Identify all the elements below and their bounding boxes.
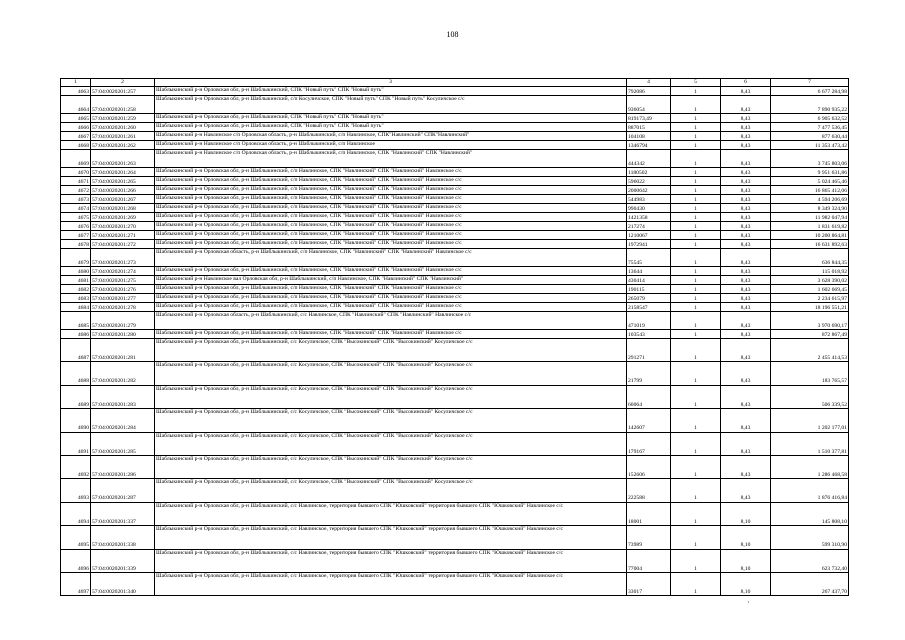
location-description: Шаблыкинский р-н Орловская обл, р-н Шаблыкинский, с/с Навлинское, территория бывшего СПК "Юшковский" территория бывшего СПК "Юшковский" Навлинское с/с bbox=[155, 572, 627, 595]
row-number: 4668 bbox=[61, 141, 91, 150]
area-value: 444342 bbox=[627, 150, 671, 168]
location-description: Шаблыкинский р-н Орловская обл, р-н Шаблыкинский, с/с Косуличское, СПК "Высокинский" СПК "Высокинский" Косуличское с/с bbox=[155, 362, 627, 385]
quantity-value: 1 bbox=[671, 294, 721, 303]
area-value: 596022 bbox=[627, 177, 671, 186]
amount-value: 9 951 631,86 bbox=[771, 168, 849, 177]
row-number: 4678 bbox=[61, 240, 91, 249]
location-description: Шаблыкинский р-н Орловская обл, р-н Шаблыкинский, с/п Навлинское, СПК "Навлинский" СПК "Навлинский" Навлинское с/с bbox=[155, 186, 627, 195]
row-number: 4663 bbox=[61, 87, 91, 96]
quantity-value: 1 bbox=[671, 572, 721, 595]
rate-value: 8,10 bbox=[721, 549, 771, 572]
cadastral-number: 57:04:0020201:275 bbox=[91, 276, 155, 285]
table-row bbox=[61, 177, 849, 186]
row-number: 4677 bbox=[61, 231, 91, 240]
area-value: 104108 bbox=[627, 132, 671, 141]
cadastral-number: 57:04:0020201:272 bbox=[91, 240, 155, 249]
amount-value: 599 310,90 bbox=[771, 526, 849, 549]
row-number: 4679 bbox=[61, 249, 91, 267]
area-value: 2158547 bbox=[627, 303, 671, 312]
table-row bbox=[61, 294, 849, 303]
cadastral-number: 57:04:0020201:279 bbox=[91, 312, 155, 330]
amount-value: 7 890 935,22 bbox=[771, 96, 849, 114]
quantity-value: 1 bbox=[671, 177, 721, 186]
cadastral-number: 57:04:0020201:268 bbox=[91, 204, 155, 213]
row-number: 4695 bbox=[61, 526, 91, 549]
amount-value: 115 018,92 bbox=[771, 267, 849, 276]
amount-value: 4 594 206,69 bbox=[771, 195, 849, 204]
area-value: 1421358 bbox=[627, 213, 671, 222]
rate-value: 8,43 bbox=[721, 432, 771, 455]
location-description: Шаблыкинский р-н Орловская обл, р-н Шаблыкинский, с/с Косуличское, СПК "Высокинский" СПК "Высокинский" Косуличское с/с bbox=[155, 409, 627, 432]
area-value: 990430 bbox=[627, 204, 671, 213]
area-value: 73989 bbox=[627, 526, 671, 549]
area-value: 217274 bbox=[627, 222, 671, 231]
quantity-value: 1 bbox=[671, 385, 721, 408]
rate-value: 8,43 bbox=[721, 177, 771, 186]
location-description: Шаблыкинский р-н Навлинское с/п Орловская область, р-н Шаблыкинский, с/п Навлинское bbox=[155, 141, 627, 150]
col-header-3: 3 bbox=[155, 79, 627, 87]
table-row bbox=[61, 141, 849, 150]
amount-value: 183 765,57 bbox=[771, 362, 849, 385]
location-description: Шаблыкинский р-н Орловская область, р-н Шаблыкинский, с/с Навлинское, СПК "Навлинский" СПК "Навлинский" Навлинское с/с bbox=[155, 312, 627, 330]
area-value: 1180502 bbox=[627, 168, 671, 177]
cadastral-number: 57:04:0020201:287 bbox=[91, 479, 155, 502]
table-row bbox=[61, 168, 849, 177]
rate-value: 8,43 bbox=[721, 385, 771, 408]
location-description: Шаблыкинский р-н Орловская обл, р-н Шаблыкинский, с/с Косуличское, СПК "Высокинский" СПК "Высокинский" Косуличское с/с bbox=[155, 479, 627, 502]
quantity-value: 1 bbox=[671, 502, 721, 525]
quantity-value: 1 bbox=[671, 240, 721, 249]
table-row bbox=[61, 285, 849, 294]
location-description: Шаблыкинский р-н Орловская обл, р-н Шаблыкинский, с/с Косуличское, СПК "Высокинский" СПК "Высокинский" Косуличское с/с bbox=[155, 385, 627, 408]
location-description: Шаблыкинский р-н Орловская обл, р-н Шаблыкинский, с/п Навлинское, СПК "Навлинский" СПК "Навлинский" Навлинское с/с bbox=[155, 231, 627, 240]
area-value: 13644 bbox=[627, 267, 671, 276]
cadastral-number: 57:04:0020201:263 bbox=[91, 150, 155, 168]
area-value: 77004 bbox=[627, 549, 671, 572]
quantity-value: 1 bbox=[671, 303, 721, 312]
rate-value: 8,43 bbox=[721, 362, 771, 385]
register-table bbox=[60, 78, 849, 596]
table-row bbox=[61, 479, 849, 502]
amount-value: 872 867,49 bbox=[771, 330, 849, 339]
cadastral-number: 57:04:0020201:265 bbox=[91, 177, 155, 186]
cadastral-number: 57:04:0020201:257 bbox=[91, 87, 155, 96]
amount-value: 3 628 390,02 bbox=[771, 276, 849, 285]
page-number: 108 bbox=[446, 30, 459, 39]
location-description: Шаблыкинский р-н Орловская обл, р-н Шаблыкинский, с/п Навлинское, СПК "Навлинский" СПК "Навлинский" Навлинское с/с bbox=[155, 177, 627, 186]
table-row bbox=[61, 114, 849, 123]
area-value: 887015 bbox=[627, 123, 671, 132]
rate-value: 8,43 bbox=[721, 213, 771, 222]
table-row bbox=[61, 330, 849, 339]
row-number: 4675 bbox=[61, 213, 91, 222]
amount-value: 1 876 416,84 bbox=[771, 479, 849, 502]
location-description: Шаблыкинский р-н Орловская обл, р-н Шаблыкинский, с/п Косуличское, СПК "Новый путь" СПК "Новый путь" Косуличское с/с bbox=[155, 96, 627, 114]
header-row bbox=[61, 79, 849, 87]
amount-value: 11 353 473,42 bbox=[771, 141, 849, 150]
quantity-value: 1 bbox=[671, 150, 721, 168]
area-value: 544983 bbox=[627, 195, 671, 204]
rate-value: 8,43 bbox=[721, 409, 771, 432]
amount-value: 11 982 047,94 bbox=[771, 213, 849, 222]
location-description: Шаблыкинский р-н Навлинское с/п Орловская область, р-н Шаблыкинский, с/п Навлинское, СПК "Навлинский" СПК "Навлинский" bbox=[155, 150, 627, 168]
area-value: 265079 bbox=[627, 294, 671, 303]
amount-value: 5 024 465,46 bbox=[771, 177, 849, 186]
location-description: Шаблыкинский р-н Орловская обл, р-н Шаблыкинский, с/п Навлинское, СПК "Навлинский" СПК "Навлинский" Навлинское с/с bbox=[155, 168, 627, 177]
location-description: Шаблыкинский р-н Орловская обл, р-н Шаблыкинский, с/п Навлинское, СПК "Навлинский" СПК "Навлинский" Навлинское с/с bbox=[155, 240, 627, 249]
rate-value: 8,43 bbox=[721, 204, 771, 213]
rate-value: 8,43 bbox=[721, 114, 771, 123]
area-value: 33017 bbox=[627, 572, 671, 595]
table-row bbox=[61, 195, 849, 204]
quantity-value: 1 bbox=[671, 549, 721, 572]
col-header-4: 4 bbox=[627, 79, 671, 87]
amount-value: 623 732,40 bbox=[771, 549, 849, 572]
table-row bbox=[61, 312, 849, 330]
amount-value: 7 477 536,45 bbox=[771, 123, 849, 132]
row-number: 4671 bbox=[61, 177, 91, 186]
rate-value: 8,43 bbox=[721, 87, 771, 96]
location-description: Шаблыкинский р-н Орловская обл, р-н Шаблыкинский, с/с Навлинское, территория бывшего СПК "Юшковский" территория бывшего СПК "Юшковский" Навлинское с/с bbox=[155, 502, 627, 525]
row-number: 4664 bbox=[61, 96, 91, 114]
rate-value: 8,43 bbox=[721, 231, 771, 240]
cadastral-number: 57:04:0020201:338 bbox=[91, 526, 155, 549]
rate-value: 8,10 bbox=[721, 502, 771, 525]
quantity-value: 1 bbox=[671, 114, 721, 123]
quantity-value: 1 bbox=[671, 455, 721, 478]
col-header-7: 7 bbox=[771, 79, 849, 87]
area-value: 75545 bbox=[627, 249, 671, 267]
cadastral-number: 57:04:0020201:284 bbox=[91, 409, 155, 432]
cadastral-number: 57:04:0020201:340 bbox=[91, 572, 155, 595]
quantity-value: 1 bbox=[671, 168, 721, 177]
quantity-value: 1 bbox=[671, 87, 721, 96]
row-number: 4670 bbox=[61, 168, 91, 177]
location-description: Шаблыкинский р-н Орловская обл, р-н Шаблыкинский, с/п Навлинское, СПК "Навлинский" СПК "Навлинский" Навлинское с/с bbox=[155, 195, 627, 204]
quantity-value: 1 bbox=[671, 213, 721, 222]
amount-value: 3 970 690,17 bbox=[771, 312, 849, 330]
amount-value: 2 455 414,53 bbox=[771, 339, 849, 362]
col-header-6: 6 bbox=[721, 79, 771, 87]
row-number: 4681 bbox=[61, 276, 91, 285]
rate-value: 8,43 bbox=[721, 303, 771, 312]
row-number: 4690 bbox=[61, 409, 91, 432]
area-value: 291271 bbox=[627, 339, 671, 362]
table-row bbox=[61, 213, 849, 222]
table-row bbox=[61, 222, 849, 231]
cadastral-number: 57:04:0020201:339 bbox=[91, 549, 155, 572]
rate-value: 8,43 bbox=[721, 123, 771, 132]
amount-value: 18 196 551,21 bbox=[771, 303, 849, 312]
area-value: 60064 bbox=[627, 385, 671, 408]
row-number: 4676 bbox=[61, 222, 91, 231]
rate-value: 8,43 bbox=[721, 96, 771, 114]
table-row bbox=[61, 186, 849, 195]
cadastral-number: 57:04:0020201:271 bbox=[91, 231, 155, 240]
cadastral-number: 57:04:0020201:269 bbox=[91, 213, 155, 222]
rate-value: 8,43 bbox=[721, 249, 771, 267]
amount-value: 2 234 615,97 bbox=[771, 294, 849, 303]
area-value: 1972941 bbox=[627, 240, 671, 249]
cadastral-number: 57:04:0020201:261 bbox=[91, 132, 155, 141]
amount-value: 877 630,44 bbox=[771, 132, 849, 141]
cadastral-number: 57:04:0020201:274 bbox=[91, 267, 155, 276]
quantity-value: 1 bbox=[671, 267, 721, 276]
cadastral-number: 57:04:0020201:286 bbox=[91, 455, 155, 478]
location-description: Шаблыкинский р-н Орловская обл, р-н Шаблыкинский, с/с Косуличское, СПК "Высокинский" СПК "Высокинский" Косуличское с/с bbox=[155, 432, 627, 455]
row-number: 4682 bbox=[61, 285, 91, 294]
cadastral-number: 57:04:0020201:285 bbox=[91, 432, 155, 455]
row-number: 4693 bbox=[61, 479, 91, 502]
quantity-value: 1 bbox=[671, 432, 721, 455]
cadastral-number: 57:04:0020201:280 bbox=[91, 330, 155, 339]
col-header-1: 1 bbox=[61, 79, 91, 87]
location-description: Шаблыкинский р-н Орловская обл, р-н Шаблыкинский, с/п Навлинское, СПК "Навлинский" СПК "Навлинский" Навлинское с/с bbox=[155, 222, 627, 231]
location-description: Шаблыкинский р-н Орловская обл, р-н Шаблыкинский, с/п Навлинское, СПК "Навлинский" СПК "Навлинский" Навлинское с/с bbox=[155, 213, 627, 222]
row-number: 4696 bbox=[61, 549, 91, 572]
table-row bbox=[61, 240, 849, 249]
rate-value: 8,43 bbox=[721, 141, 771, 150]
scan-mark: · bbox=[747, 598, 750, 607]
area-value: 1210067 bbox=[627, 231, 671, 240]
row-number: 4674 bbox=[61, 204, 91, 213]
cadastral-number: 57:04:0020201:337 bbox=[91, 502, 155, 525]
cadastral-number: 57:04:0020201:262 bbox=[91, 141, 155, 150]
row-number: 4667 bbox=[61, 132, 91, 141]
row-number: 4683 bbox=[61, 294, 91, 303]
quantity-value: 1 bbox=[671, 312, 721, 330]
rate-value: 8,43 bbox=[721, 330, 771, 339]
area-value: 1346794 bbox=[627, 141, 671, 150]
area-value: 430414 bbox=[627, 276, 671, 285]
amount-value: 8 349 324,90 bbox=[771, 204, 849, 213]
table-row bbox=[61, 204, 849, 213]
rate-value: 8,10 bbox=[721, 572, 771, 595]
quantity-value: 1 bbox=[671, 330, 721, 339]
amount-value: 16 865 412,06 bbox=[771, 186, 849, 195]
cadastral-number: 57:04:0020201:276 bbox=[91, 285, 155, 294]
table-row bbox=[61, 362, 849, 385]
row-number: 4686 bbox=[61, 330, 91, 339]
table-row bbox=[61, 303, 849, 312]
rate-value: 8,43 bbox=[721, 312, 771, 330]
location-description: Шаблыкинский р-н Орловская обл, р-н Шаблыкинский, с/с Косуличское, СПК "Высокинский" СПК "Высокинский" Косуличское с/с bbox=[155, 339, 627, 362]
quantity-value: 1 bbox=[671, 141, 721, 150]
cadastral-number: 57:04:0020201:266 bbox=[91, 186, 155, 195]
area-value: 152606 bbox=[627, 455, 671, 478]
rate-value: 8,43 bbox=[721, 132, 771, 141]
location-description: Шаблыкинский р-н Орловская обл, р-н Шаблыкинский, с/с Навлинское, территория бывшего СПК "Юшковский" территория бывшего СПК "Юшковский" Навлинское с/с bbox=[155, 526, 627, 549]
row-number: 4691 bbox=[61, 432, 91, 455]
amount-value: 1 202 177,01 bbox=[771, 409, 849, 432]
row-number: 4694 bbox=[61, 502, 91, 525]
rate-value: 8,43 bbox=[721, 276, 771, 285]
row-number: 4673 bbox=[61, 195, 91, 204]
table-row bbox=[61, 339, 849, 362]
table-row bbox=[61, 96, 849, 114]
location-description: Шаблыкинский р-н Орловская обл, р-н Шаблыкинский, с/п Навлинское, СПК "Навлинский" СПК "Навлинский" Навлинское с/с bbox=[155, 204, 627, 213]
rate-value: 8,43 bbox=[721, 455, 771, 478]
rate-value: 8,43 bbox=[721, 150, 771, 168]
amount-value: 506 339,52 bbox=[771, 385, 849, 408]
area-value: 142607 bbox=[627, 409, 671, 432]
table-row bbox=[61, 231, 849, 240]
area-value: 21799 bbox=[627, 362, 671, 385]
table-row bbox=[61, 150, 849, 168]
quantity-value: 1 bbox=[671, 96, 721, 114]
quantity-value: 1 bbox=[671, 285, 721, 294]
cadastral-number: 57:04:0020201:267 bbox=[91, 195, 155, 204]
area-value: 819173,49 bbox=[627, 114, 671, 123]
row-number: 4666 bbox=[61, 123, 91, 132]
area-value: 190115 bbox=[627, 285, 671, 294]
table-row bbox=[61, 87, 849, 96]
area-value: 2000642 bbox=[627, 186, 671, 195]
table-row bbox=[61, 249, 849, 267]
table-row bbox=[61, 132, 849, 141]
cadastral-number: 57:04:0020201:258 bbox=[91, 96, 155, 114]
area-value: 179167 bbox=[627, 432, 671, 455]
quantity-value: 1 bbox=[671, 123, 721, 132]
rate-value: 8,10 bbox=[721, 526, 771, 549]
amount-value: 1 286 468,58 bbox=[771, 455, 849, 478]
row-number: 4688 bbox=[61, 362, 91, 385]
location-description: Шаблыкинский р-н Орловская обл, р-н Шаблыкинский, СПК "Новый путь" СПК "Новый путь" bbox=[155, 114, 627, 123]
amount-value: 6 905 632,52 bbox=[771, 114, 849, 123]
row-number: 4684 bbox=[61, 303, 91, 312]
table-row bbox=[61, 267, 849, 276]
table-row bbox=[61, 502, 849, 525]
table-row bbox=[61, 276, 849, 285]
col-header-2: 2 bbox=[91, 79, 155, 87]
row-number: 4672 bbox=[61, 186, 91, 195]
row-number: 4692 bbox=[61, 455, 91, 478]
quantity-value: 1 bbox=[671, 249, 721, 267]
row-number: 4689 bbox=[61, 385, 91, 408]
location-description: Шаблыкинский р-н Орловская обл, р-н Шаблыкинский, СПК "Новый путь" СПК "Новый путь" bbox=[155, 87, 627, 96]
table-row bbox=[61, 549, 849, 572]
location-description: Шаблыкинский р-н Орловская обл, р-н Шаблыкинский, с/п Навлинское, СПК "Навлинский" СПК "Навлинский" Навлинское с/с bbox=[155, 330, 627, 339]
amount-value: 16 631 892,63 bbox=[771, 240, 849, 249]
cadastral-number: 57:04:0020201:283 bbox=[91, 385, 155, 408]
area-value: 222588 bbox=[627, 479, 671, 502]
location-description: Шаблыкинский р-н Орловская обл, р-н Шаблыкинский, СПК "Новый путь" СПК "Новый путь" bbox=[155, 123, 627, 132]
rate-value: 8,43 bbox=[721, 240, 771, 249]
quantity-value: 1 bbox=[671, 186, 721, 195]
quantity-value: 1 bbox=[671, 409, 721, 432]
quantity-value: 1 bbox=[671, 195, 721, 204]
amount-value: 636 844,35 bbox=[771, 249, 849, 267]
cadastral-number: 57:04:0020201:277 bbox=[91, 294, 155, 303]
quantity-value: 1 bbox=[671, 276, 721, 285]
amount-value: 10 200 864,81 bbox=[771, 231, 849, 240]
rate-value: 8,43 bbox=[721, 267, 771, 276]
quantity-value: 1 bbox=[671, 231, 721, 240]
location-description: Шаблыкинский р-н Навлинское с/п Орловская область, р-н Шаблыкинский, с/п Навлинское, СПК"Навлинский" СПК"Навлинский" bbox=[155, 132, 627, 141]
quantity-value: 1 bbox=[671, 479, 721, 502]
rate-value: 8,43 bbox=[721, 186, 771, 195]
location-description: Шаблыкинский р-н Орловская обл, р-н Шаблыкинский, с/п Навлинское, СПК "Навлинский" СПК "Навлинский" Навлинское с/с bbox=[155, 285, 627, 294]
quantity-value: 1 bbox=[671, 339, 721, 362]
row-number: 4665 bbox=[61, 114, 91, 123]
cadastral-number: 57:04:0020201:273 bbox=[91, 249, 155, 267]
location-description: Шаблыкинский р-н Орловская обл, р-н Шаблыкинский, с/с Косуличское, СПК "Высокинский" СПК "Высокинский" Косуличское с/с bbox=[155, 455, 627, 478]
amount-value: 1 602 669,45 bbox=[771, 285, 849, 294]
location-description: Шаблыкинский р-н Орловская обл, р-н Шаблыкинский, с/п Навлинское, СПК "Навлинский" СПК "Навлинский" Навлинское с/с bbox=[155, 303, 627, 312]
table-row bbox=[61, 572, 849, 595]
rate-value: 8,43 bbox=[721, 195, 771, 204]
amount-value: 3 745 803,06 bbox=[771, 150, 849, 168]
area-value: 18001 bbox=[627, 502, 671, 525]
rate-value: 8,43 bbox=[721, 222, 771, 231]
table-row bbox=[61, 455, 849, 478]
quantity-value: 1 bbox=[671, 222, 721, 231]
table-row bbox=[61, 409, 849, 432]
location-description: Шаблыкинский р-н Орловская обл, р-н Шаблыкинский, с/п Навлинское, СПК "Навлинский" СПК "Навлинский" Навлинское с/с bbox=[155, 294, 627, 303]
table-row bbox=[61, 123, 849, 132]
cadastral-number: 57:04:0020201:270 bbox=[91, 222, 155, 231]
rate-value: 8,43 bbox=[721, 479, 771, 502]
quantity-value: 1 bbox=[671, 204, 721, 213]
amount-value: 1 510 377,81 bbox=[771, 432, 849, 455]
col-header-5: 5 bbox=[671, 79, 721, 87]
cadastral-number: 57:04:0020201:264 bbox=[91, 168, 155, 177]
table-row bbox=[61, 432, 849, 455]
amount-value: 6 677 284,98 bbox=[771, 87, 849, 96]
location-description: Шаблыкинский р-н Навлинское вал Орловская обл, р-н Шаблыкинский, с/п Навлинское, СПК "Навлинский" СПК "Навлинский" bbox=[155, 276, 627, 285]
cadastral-number: 57:04:0020201:282 bbox=[91, 362, 155, 385]
rate-value: 8,43 bbox=[721, 168, 771, 177]
quantity-value: 1 bbox=[671, 526, 721, 549]
area-value: 103543 bbox=[627, 330, 671, 339]
row-number: 4669 bbox=[61, 150, 91, 168]
quantity-value: 1 bbox=[671, 362, 721, 385]
location-description: Шаблыкинский р-н Орловская обл, р-н Шаблыкинский, с/п Навлинское, СПК "Навлинский" СПК "Навлинский" Навлинское с/с bbox=[155, 267, 627, 276]
amount-value: 145 808,10 bbox=[771, 502, 849, 525]
row-number: 4685 bbox=[61, 312, 91, 330]
quantity-value: 1 bbox=[671, 132, 721, 141]
cadastral-number: 57:04:0020201:259 bbox=[91, 114, 155, 123]
cadastral-number: 57:04:0020201:281 bbox=[91, 339, 155, 362]
table-row bbox=[61, 526, 849, 549]
area-value: 936054 bbox=[627, 96, 671, 114]
table-row bbox=[61, 385, 849, 408]
location-description: Шаблыкинский р-н Орловская обл, р-н Шаблыкинский, с/с Навлинское, территория бывшего СПК "Юшковский" территория бывшего СПК "Юшковский" Навлинское с/с bbox=[155, 549, 627, 572]
rate-value: 8,43 bbox=[721, 339, 771, 362]
row-number: 4697 bbox=[61, 572, 91, 595]
rate-value: 8,43 bbox=[721, 294, 771, 303]
cadastral-number: 57:04:0020201:278 bbox=[91, 303, 155, 312]
row-number: 4687 bbox=[61, 339, 91, 362]
area-value: 471019 bbox=[627, 312, 671, 330]
location-description: Шаблыкинский р-н Орловская область, р-н Шаблыкинский, с/п Навлинское, СПК "Навлинский" СПК "Навлинский" Навлинское с/с bbox=[155, 249, 627, 267]
cadastral-number: 57:04:0020201:260 bbox=[91, 123, 155, 132]
amount-value: 267 437,70 bbox=[771, 572, 849, 595]
row-number: 4680 bbox=[61, 267, 91, 276]
rate-value: 8,43 bbox=[721, 285, 771, 294]
amount-value: 1 831 619,82 bbox=[771, 222, 849, 231]
area-value: 792086 bbox=[627, 87, 671, 96]
